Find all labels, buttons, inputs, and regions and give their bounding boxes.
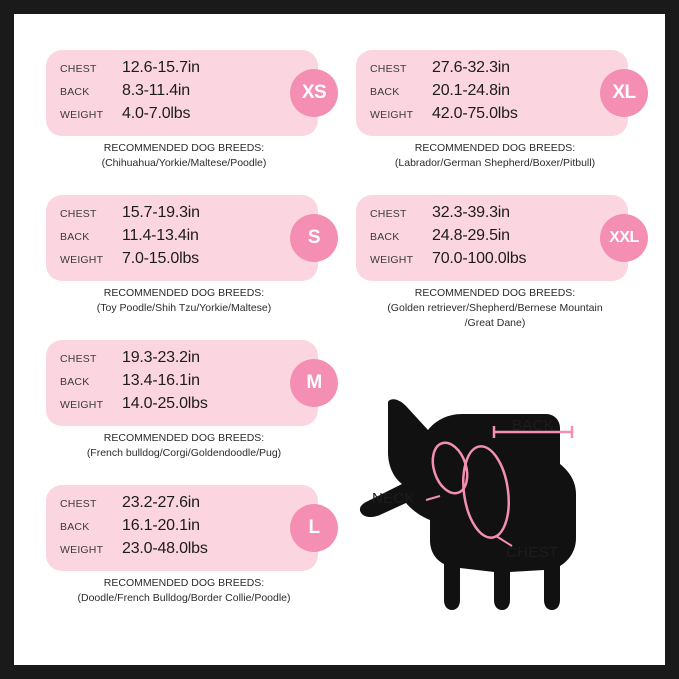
measurement-label: WEIGHT bbox=[60, 109, 104, 121]
measurement-label: WEIGHT bbox=[60, 544, 104, 556]
measurement-row-weight bbox=[60, 105, 258, 128]
size-card-xl bbox=[356, 50, 636, 136]
size-column-right bbox=[342, 14, 652, 335]
breeds-list-line2: /Great Dane) bbox=[464, 317, 526, 329]
measurement-value: 11.4-13.4in bbox=[122, 227, 199, 244]
size-badge-xxl: XXL bbox=[600, 214, 648, 262]
measurement-value: 14.0-25.0lbs bbox=[122, 395, 208, 412]
breeds-title: RECOMMENDED DOG BREEDS: bbox=[103, 432, 265, 444]
measurement-value: 24.8-29.5in bbox=[432, 227, 510, 244]
measurement-value: 42.0-75.0lbs bbox=[432, 105, 518, 122]
breeds-title: RECOMMENDED DOG BREEDS: bbox=[103, 577, 265, 589]
size-card-l bbox=[46, 485, 318, 571]
measurement-row-weight bbox=[370, 250, 568, 273]
measurement-row-back bbox=[370, 82, 568, 105]
measurement-rows bbox=[370, 59, 568, 128]
size-card-xxl bbox=[356, 195, 639, 281]
back-label: BACK bbox=[512, 417, 555, 434]
measurement-row-chest bbox=[370, 59, 568, 82]
measurement-label: CHEST bbox=[370, 63, 407, 75]
measurement-label: BACK bbox=[60, 376, 90, 388]
measurement-value: 8.3-11.4in bbox=[122, 82, 190, 99]
breeds-list: (Chihuahua/Yorkie/Maltese/Poodle) bbox=[101, 157, 267, 169]
measurement-label: WEIGHT bbox=[60, 254, 104, 266]
measurement-label: WEIGHT bbox=[370, 109, 414, 121]
dog-measurement-diagram bbox=[344, 364, 654, 634]
measurement-value: 23.0-48.0lbs bbox=[122, 540, 208, 557]
measurement-label: CHEST bbox=[60, 498, 97, 510]
recommended-breeds-xxl bbox=[344, 286, 646, 331]
measurement-row-back bbox=[60, 372, 258, 395]
breeds-title: RECOMMENDED DOG BREEDS: bbox=[414, 142, 576, 154]
measurement-label: BACK bbox=[370, 231, 400, 243]
size-column-left bbox=[32, 14, 342, 610]
breeds-list: (Doodle/French Bulldog/Border Collie/Poodle) bbox=[77, 592, 291, 604]
breeds-list: (Labrador/German Shepherd/Boxer/Pitbull) bbox=[394, 157, 596, 169]
size-badge-s: S bbox=[290, 214, 338, 262]
measurement-value: 12.6-15.7in bbox=[122, 59, 200, 76]
measurement-row-chest bbox=[60, 59, 258, 82]
measurement-value: 7.0-15.0lbs bbox=[122, 250, 199, 267]
measurement-row-chest bbox=[370, 204, 568, 227]
size-badge-l: L bbox=[290, 504, 338, 552]
breeds-title: RECOMMENDED DOG BREEDS: bbox=[103, 142, 265, 154]
measurement-rows bbox=[60, 204, 258, 273]
measurement-row-weight bbox=[60, 395, 258, 418]
recommended-breeds-l bbox=[34, 576, 334, 606]
measurement-rows bbox=[60, 494, 258, 563]
size-block-l bbox=[32, 485, 342, 606]
measurement-label: BACK bbox=[60, 86, 90, 98]
recommended-breeds-s bbox=[34, 286, 334, 316]
size-card-m bbox=[46, 340, 322, 426]
recommended-breeds-m bbox=[34, 431, 334, 461]
size-badge-m: M bbox=[290, 359, 338, 407]
breeds-title: RECOMMENDED DOG BREEDS: bbox=[414, 287, 576, 299]
recommended-breeds-xs bbox=[34, 141, 334, 171]
size-chart-page bbox=[14, 14, 665, 665]
chest-label: CHEST bbox=[506, 544, 559, 561]
measurement-value: 20.1-24.8in bbox=[432, 82, 510, 99]
breeds-list: (Golden retriever/Shepherd/Bernese Mountain bbox=[387, 302, 603, 314]
size-block-m bbox=[32, 340, 342, 461]
measurement-label: WEIGHT bbox=[370, 254, 414, 266]
size-card-s bbox=[46, 195, 321, 281]
measurement-value: 23.2-27.6in bbox=[122, 494, 200, 511]
measurement-label: BACK bbox=[370, 86, 400, 98]
measurement-rows bbox=[60, 59, 258, 128]
measurement-row-weight bbox=[60, 250, 258, 273]
measurement-value: 70.0-100.0lbs bbox=[432, 250, 527, 267]
measurement-row-chest bbox=[60, 349, 258, 372]
measurement-row-chest bbox=[60, 204, 258, 227]
measurement-label: CHEST bbox=[60, 63, 97, 75]
measurement-value: 16.1-20.1in bbox=[122, 517, 200, 534]
measurement-row-back bbox=[60, 227, 258, 250]
measurement-value: 15.7-19.3in bbox=[122, 204, 200, 221]
measurement-label: CHEST bbox=[370, 208, 407, 220]
breeds-list: (French bulldog/Corgi/Goldendoodle/Pug) bbox=[86, 447, 282, 459]
measurement-value: 4.0-7.0lbs bbox=[122, 105, 191, 122]
measurement-value: 32.3-39.3in bbox=[432, 204, 510, 221]
measurement-value: 27.6-32.3in bbox=[432, 59, 510, 76]
recommended-breeds-xl bbox=[344, 141, 646, 171]
measurement-label: CHEST bbox=[60, 208, 97, 220]
measurement-row-weight bbox=[370, 105, 568, 128]
measurement-label: BACK bbox=[60, 231, 90, 243]
size-badge-xl: XL bbox=[600, 69, 648, 117]
measurement-label: WEIGHT bbox=[60, 399, 104, 411]
size-card-xs bbox=[46, 50, 327, 136]
measurement-value: 19.3-23.2in bbox=[122, 349, 200, 366]
measurement-row-back bbox=[60, 517, 258, 540]
measurement-value: 13.4-16.1in bbox=[122, 372, 200, 389]
measurement-label: BACK bbox=[60, 521, 90, 533]
size-block-xs bbox=[32, 50, 342, 171]
measurement-row-back bbox=[60, 82, 258, 105]
measurement-rows bbox=[370, 204, 568, 273]
size-block-xl bbox=[342, 50, 652, 171]
measurement-rows bbox=[60, 349, 258, 418]
measurement-row-chest bbox=[60, 494, 258, 517]
neck-label: NECK bbox=[372, 490, 415, 507]
breeds-list: (Toy Poodle/Shih Tzu/Yorkie/Maltese) bbox=[96, 302, 272, 314]
measurement-label: CHEST bbox=[60, 353, 97, 365]
size-block-xxl bbox=[342, 195, 652, 331]
size-block-s bbox=[32, 195, 342, 316]
breeds-title: RECOMMENDED DOG BREEDS: bbox=[103, 287, 265, 299]
size-badge-xs: XS bbox=[290, 69, 338, 117]
measurement-row-back bbox=[370, 227, 568, 250]
measurement-row-weight bbox=[60, 540, 258, 563]
